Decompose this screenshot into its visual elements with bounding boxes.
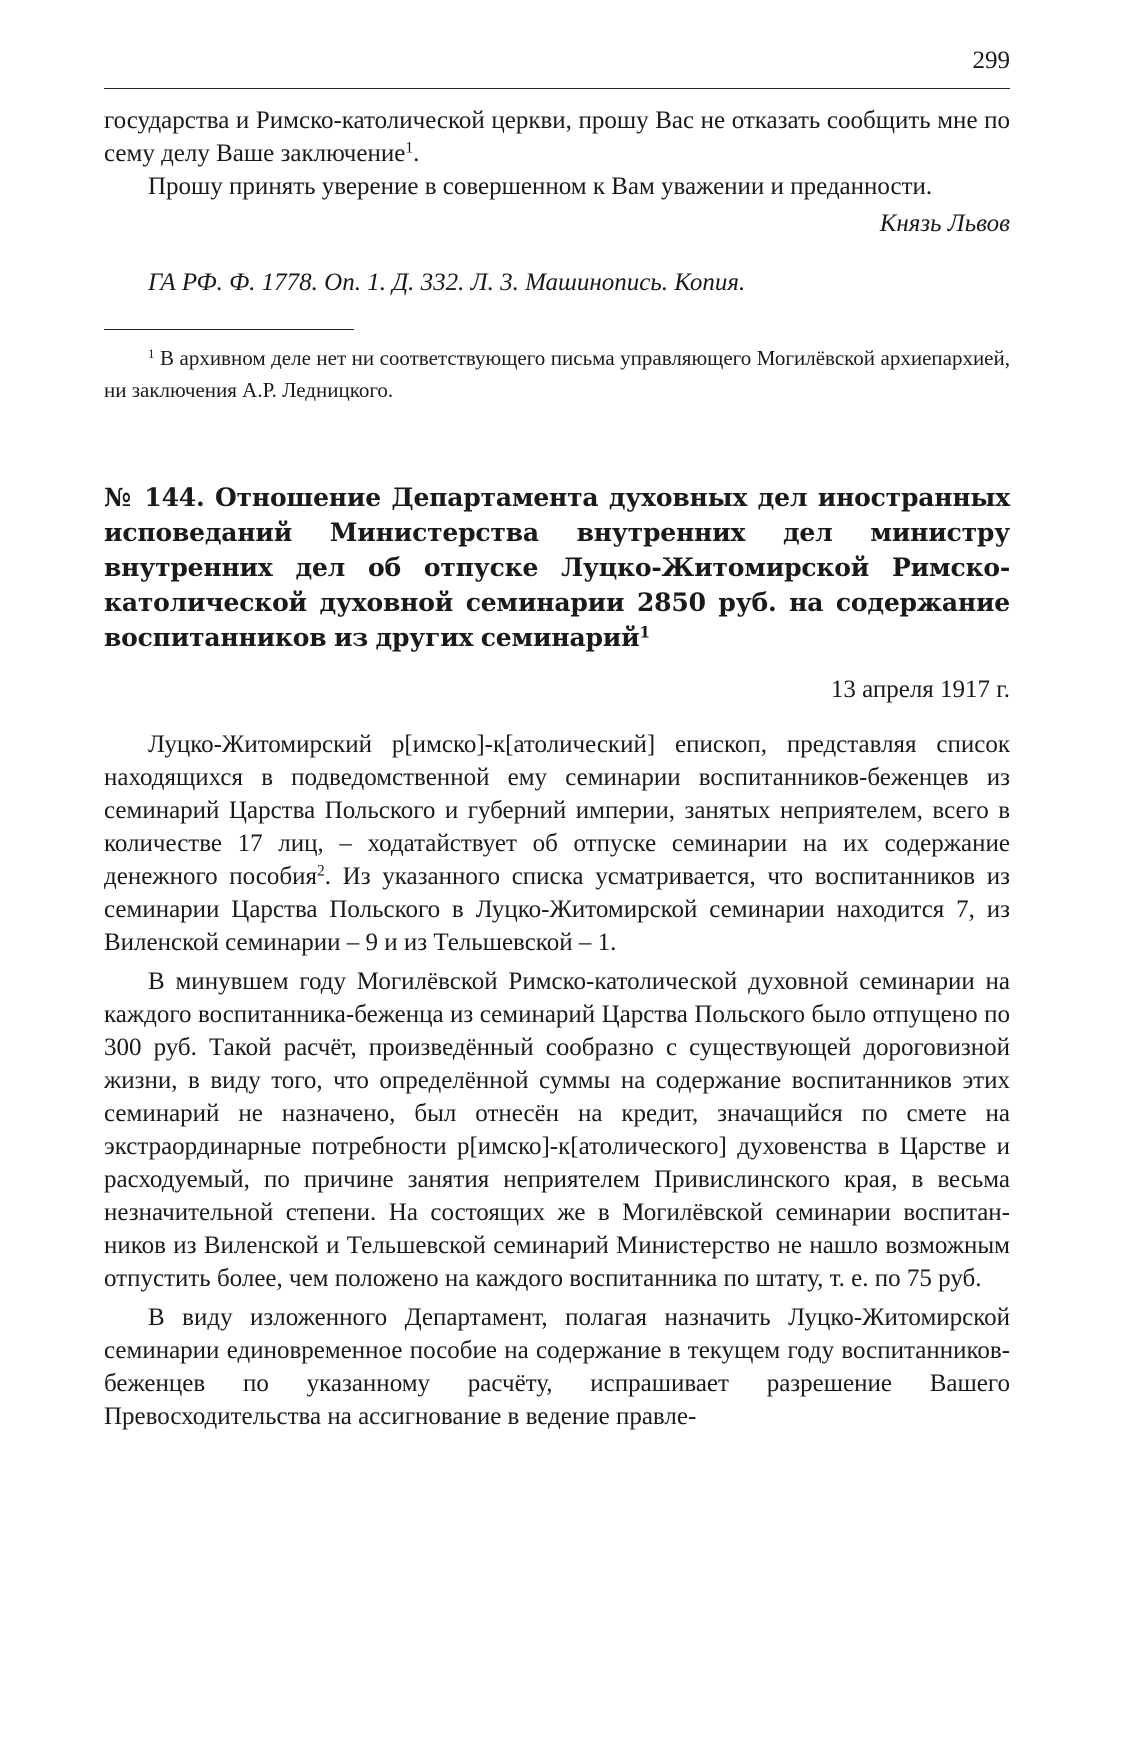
archive-reference: ГА РФ. Ф. 1778. Оп. 1. Д. 332. Л. 3. Машинопись. Копия.: [148, 269, 746, 296]
footnote-ref-1: 1: [405, 139, 414, 157]
body-paragraph-3: В виду изложенного Департамент, полагая назначить Луцко-Житомирской семинарии единовременное пособие на содержание в текущем году воспитанников-беженцев по указанному расчёту, испрашивает разрешение Вашего Превосходительства на ассигнование в ведение правле-: [104, 1304, 1010, 1430]
document-title: [104, 480, 1010, 655]
document-body: [104, 728, 1010, 1433]
footnote-rule: [104, 329, 354, 330]
closing-paragraph: Прошу принять уверение в совершенном к Вам уважении и преданности.: [148, 173, 933, 200]
footnote: [104, 342, 1010, 406]
continued-paragraph-text: государства и Римско-католической церкви, прошу Вас не отказать сообщить мне по сему делу Ваше заключение: [104, 107, 1010, 167]
header-rule: [104, 88, 1010, 89]
footnote-ref-2: 2: [316, 862, 325, 880]
document-title-text: № 144. Отношение Департамента духовных дел иностранных исповеданий Министерства внутренних дел министру внутренних дел об отпуске Луцко-Житомирской Римско-католической духовной семинарии 2850 руб. на содержание воспитанников из других семинарий: [104, 483, 1010, 652]
footnote-marker: 1: [148, 345, 155, 361]
page-content: [104, 104, 1010, 1433]
body-paragraph-1-text-a: Луцко-Житомирский р[имско]-к[атолический] епископ, представляя список находящихся в подведомственной ему семинарии воспитанников-беженцев из семинарий Царства Польского и губерний империи, занятых неприятелем, всего в количестве 17 лиц, – ходатайствует об отпуске семинарии на их содержание денежного пособия: [104, 731, 1010, 890]
body-paragraph-1-text-b: . Из указанного списка усматривается, что воспитанников из семинарии Царства Польского в Луцко-Житомирской семинарии находится 7, из Виленской семинарии – 9 и из Тельшевской – 1.: [104, 863, 1010, 956]
document-date: 13 апреля 1917 г.: [830, 676, 1010, 703]
continued-paragraph: [104, 104, 1010, 170]
body-paragraph-2: В минувшем году Могилёвской Римско-католической духовной семинарии на каждого воспитанника-беженца из семинарий Царства Польского было отпущено по 300 руб. Такой расчёт, произведённый сообразно с существующей дороговизной жизни, в виду того, что определённой суммы на содержание воспитанников этих семинарий не назначено, был отнесён на кредит, значащийся по смете на экстраординарные потребности р[имско]-к[атолического] духовенства в Царстве и расходуемый, по причине занятия неприятелем Привислинского края, в весьма незначительной степени. На состоящих же в Могилёвской семинарии воспитанников из Виленской и Тельшевской семинарий Министерство не нашло возможным отпустить более, чем положено на каждого воспитанника по штату, т. е. по 75 руб.: [104, 968, 1010, 1292]
body-paragraph-1: [104, 728, 1010, 959]
signature: Князь Львов: [879, 210, 1010, 237]
title-footnote-ref: 1: [639, 622, 651, 642]
continued-paragraph-end: .: [413, 140, 420, 167]
footnote-text: В архивном деле нет ни соответствующего письма управляющего Могилёвской архиепархией, ни заключения А.Р. Ледницкого.: [104, 346, 1010, 402]
page-number: 299: [972, 47, 1010, 74]
